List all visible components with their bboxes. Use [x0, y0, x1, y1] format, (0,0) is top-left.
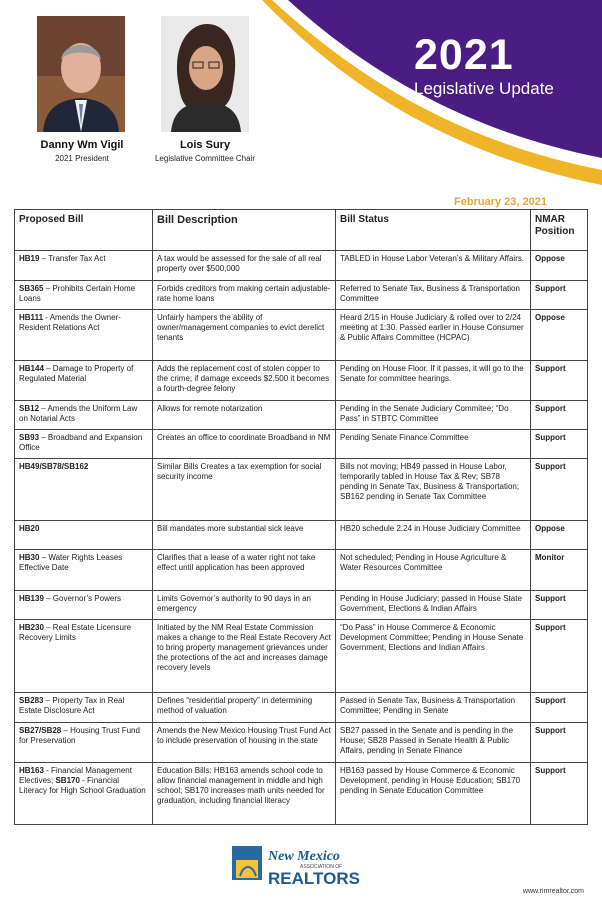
table-row — [15, 620, 588, 693]
bills-table — [14, 209, 588, 825]
table-row — [15, 591, 588, 620]
bill-name: – Property Tax in Real Estate Disclosure Act — [19, 696, 125, 715]
bill-name: - Financial Management Electives; — [19, 766, 132, 785]
bill-id: HB139 — [19, 594, 44, 603]
bill-name: – Governor’s Powers — [43, 594, 121, 603]
bill-id: HB144 — [19, 364, 44, 373]
bill-name: - Amends the Owner-Resident Relations Act — [19, 313, 121, 332]
status-cell: Not scheduled; Pending in House Agriculture & Water Resources Committee — [336, 550, 531, 591]
bill-id: HB20 — [19, 524, 40, 533]
bill-id: HB230 — [19, 623, 44, 632]
bill-cell — [15, 281, 153, 310]
status-cell: SB27 passed in the Senate and is pending in the House; SB28 Passed in Senate Health & Public Affairs, pending in Senate Finance — [336, 723, 531, 763]
position-cell: Support — [531, 763, 588, 825]
description-cell: Similar Bills Creates a tax exemption for social security income — [153, 459, 336, 521]
bill-name: – Transfer Tax Act — [39, 254, 106, 263]
bill-id: HB163 — [19, 766, 44, 775]
year-title: 2021 — [414, 31, 514, 79]
bill-id-secondary: SB170 — [55, 776, 80, 785]
update-date: February 23, 2021 — [454, 196, 547, 208]
position-cell: Oppose — [531, 251, 588, 281]
description-cell: Adds the replacement cost of stolen copper to the crime; if damage exceeds $2,500 it becomes a fourth-degree felony — [153, 361, 336, 401]
col-header-description: Bill Description — [153, 210, 336, 251]
status-cell: “Do Pass” in House Commerce & Economic Development Committee; Pending in House Senate Government, Elections and Indian Affairs — [336, 620, 531, 693]
president-photo — [37, 16, 125, 132]
col-header-bill: Proposed Bill — [15, 210, 153, 251]
position-cell: Oppose — [531, 521, 588, 550]
description-cell: Initiated by the NM Real Estate Commission makes a change to the Real Estate Recovery Act to bring property management grievances under the protections of the act and increases damage recovery levels — [153, 620, 336, 693]
position-cell: Support — [531, 723, 588, 763]
description-cell: Bill mandates more substantial sick leave — [153, 521, 336, 550]
description-cell: Limits Governor’s authority to 90 days in an emergency — [153, 591, 336, 620]
bill-cell — [15, 550, 153, 591]
status-cell: Pending in the Senate Judiciary Commitee; “Do Pass” in STBTC Committee — [336, 401, 531, 430]
status-cell: HB163 passed by House Commerce & Economic Development, pending in House Education; SB170 pending in Senate Education Committee — [336, 763, 531, 825]
table-row — [15, 550, 588, 591]
bill-name: – Water Rights Leases Effective Date — [19, 553, 123, 572]
table-row — [15, 723, 588, 763]
nmar-logo — [230, 844, 380, 890]
position-cell: Oppose — [531, 310, 588, 361]
chair-name: Lois Sury — [179, 139, 231, 151]
table-header-row — [15, 210, 588, 251]
table-row — [15, 521, 588, 550]
bill-cell — [15, 591, 153, 620]
position-cell: Support — [531, 361, 588, 401]
bill-name: – Prohibits Certain Home Loans — [19, 284, 136, 303]
bill-cell — [15, 459, 153, 521]
bill-cell — [15, 763, 153, 825]
chair-photo — [161, 16, 249, 132]
bill-id: SB365 — [19, 284, 44, 293]
bill-id: HB49/SB78/SB162 — [19, 462, 89, 471]
table-row — [15, 693, 588, 723]
position-cell: Support — [531, 430, 588, 459]
description-cell: Creates an office to coordinate Broadband in NM — [153, 430, 336, 459]
table-row — [15, 401, 588, 430]
description-cell: Unfairly hampers the ability of owner/management companies to evict derelict tenants — [153, 310, 336, 361]
logo-line1: New Mexico — [268, 849, 340, 864]
status-cell: HB20 schedule 2.24 in House Judiciary Committee — [336, 521, 531, 550]
position-cell: Support — [531, 281, 588, 310]
table-row — [15, 251, 588, 281]
table-row — [15, 459, 588, 521]
table-row — [15, 281, 588, 310]
bill-cell — [15, 401, 153, 430]
description-cell: Allows for remote notarization — [153, 401, 336, 430]
bill-name: – Broadband and Expansion Office — [19, 433, 143, 452]
table-row — [15, 430, 588, 459]
bill-id: SB12 — [19, 404, 40, 413]
bill-name: – Damage to Property of Regulated Material — [19, 364, 134, 383]
bill-name-secondary: - Financial Literacy for High School Graduation — [19, 776, 146, 795]
col-header-position: NMAR Position — [531, 210, 588, 251]
bill-cell — [15, 723, 153, 763]
website-url: www.nmrealtor.com — [522, 888, 584, 895]
table-row — [15, 310, 588, 361]
col-header-status: Bill Status — [336, 210, 531, 251]
bill-cell — [15, 521, 153, 550]
position-cell: Support — [531, 459, 588, 521]
status-cell: Pending Senate Finance Committee — [336, 430, 531, 459]
description-cell: Amends the New Mexico Housing Trust Fund Act to include preservation of housing in the state — [153, 723, 336, 763]
bill-cell — [15, 361, 153, 401]
bill-cell — [15, 430, 153, 459]
bill-cell — [15, 310, 153, 361]
description-cell: Forbids creditors from making certain adjustable-rate home loans — [153, 281, 336, 310]
logo-line3: REALTORS — [268, 869, 360, 888]
chair-role: Legislative Committee Chair — [154, 154, 256, 163]
bill-id: SB27/SB28 — [19, 726, 62, 735]
description-cell: Clarifies that a lease of a water right not take effect until application has been approved — [153, 550, 336, 591]
position-cell: Support — [531, 401, 588, 430]
bill-id: HB30 — [19, 553, 40, 562]
status-cell: Bills not moving; HB49 passed in House Labor, temporarily tabled in House Tax & Rev; SB78 pending in Senate Tax, Business & Transportation; SB162 pending in Senate Tax Committee — [336, 459, 531, 521]
bill-cell — [15, 251, 153, 281]
bill-id: SB93 — [19, 433, 40, 442]
status-cell: Passed in Senate Tax, Business & Transportation Committee; Pending in Senate — [336, 693, 531, 723]
status-cell: Pending in House Judiciary; passed in House State Government, Elections & Indian Affairs — [336, 591, 531, 620]
table-row — [15, 361, 588, 401]
president-role: 2021 President — [55, 154, 109, 163]
bill-cell — [15, 620, 153, 693]
table-row — [15, 763, 588, 825]
bill-id: HB111 — [19, 313, 44, 322]
position-cell: Support — [531, 620, 588, 693]
description-cell: A tax would be assessed for the sale of all real property over $500,000 — [153, 251, 336, 281]
description-cell: Education Bills: HB163 amends school code to allow financial management in middle and high school; SB170 increases math units needed for graduation, including financial literacy — [153, 763, 336, 825]
position-cell: Monitor — [531, 550, 588, 591]
status-cell: TABLED in House Labor Veteran’s & Military Affairs. — [336, 251, 531, 281]
bill-name: – Real Estate Licensure Recovery Limits — [19, 623, 132, 642]
logo-line2: ASSOCIATION OF — [300, 864, 343, 870]
position-cell: Support — [531, 693, 588, 723]
page-title: Legislative Update — [414, 79, 554, 98]
status-cell: Referred to Senate Tax, Business & Transportation Committee — [336, 281, 531, 310]
status-cell: Heard 2/15 in House Judiciary & rolled over to 2/24 meeting at 1:30. Passed earlier in House Consumer & Public Affairs Committee (HCPAC) — [336, 310, 531, 361]
bill-id: HB19 — [19, 254, 40, 263]
bill-name: – Housing Trust Fund for Preservation — [19, 726, 140, 745]
bill-cell — [15, 693, 153, 723]
bill-id: SB283 — [19, 696, 44, 705]
status-cell: Pending on House Floor. If it passes, it will go to the Senate for committee hearings. — [336, 361, 531, 401]
position-cell: Support — [531, 591, 588, 620]
bill-name: – Amends the Uniform Law on Notarial Acts — [19, 404, 138, 423]
president-name: Danny Wm Vigil — [40, 139, 124, 151]
description-cell: Defines “residential property” in determining method of valuation — [153, 693, 336, 723]
